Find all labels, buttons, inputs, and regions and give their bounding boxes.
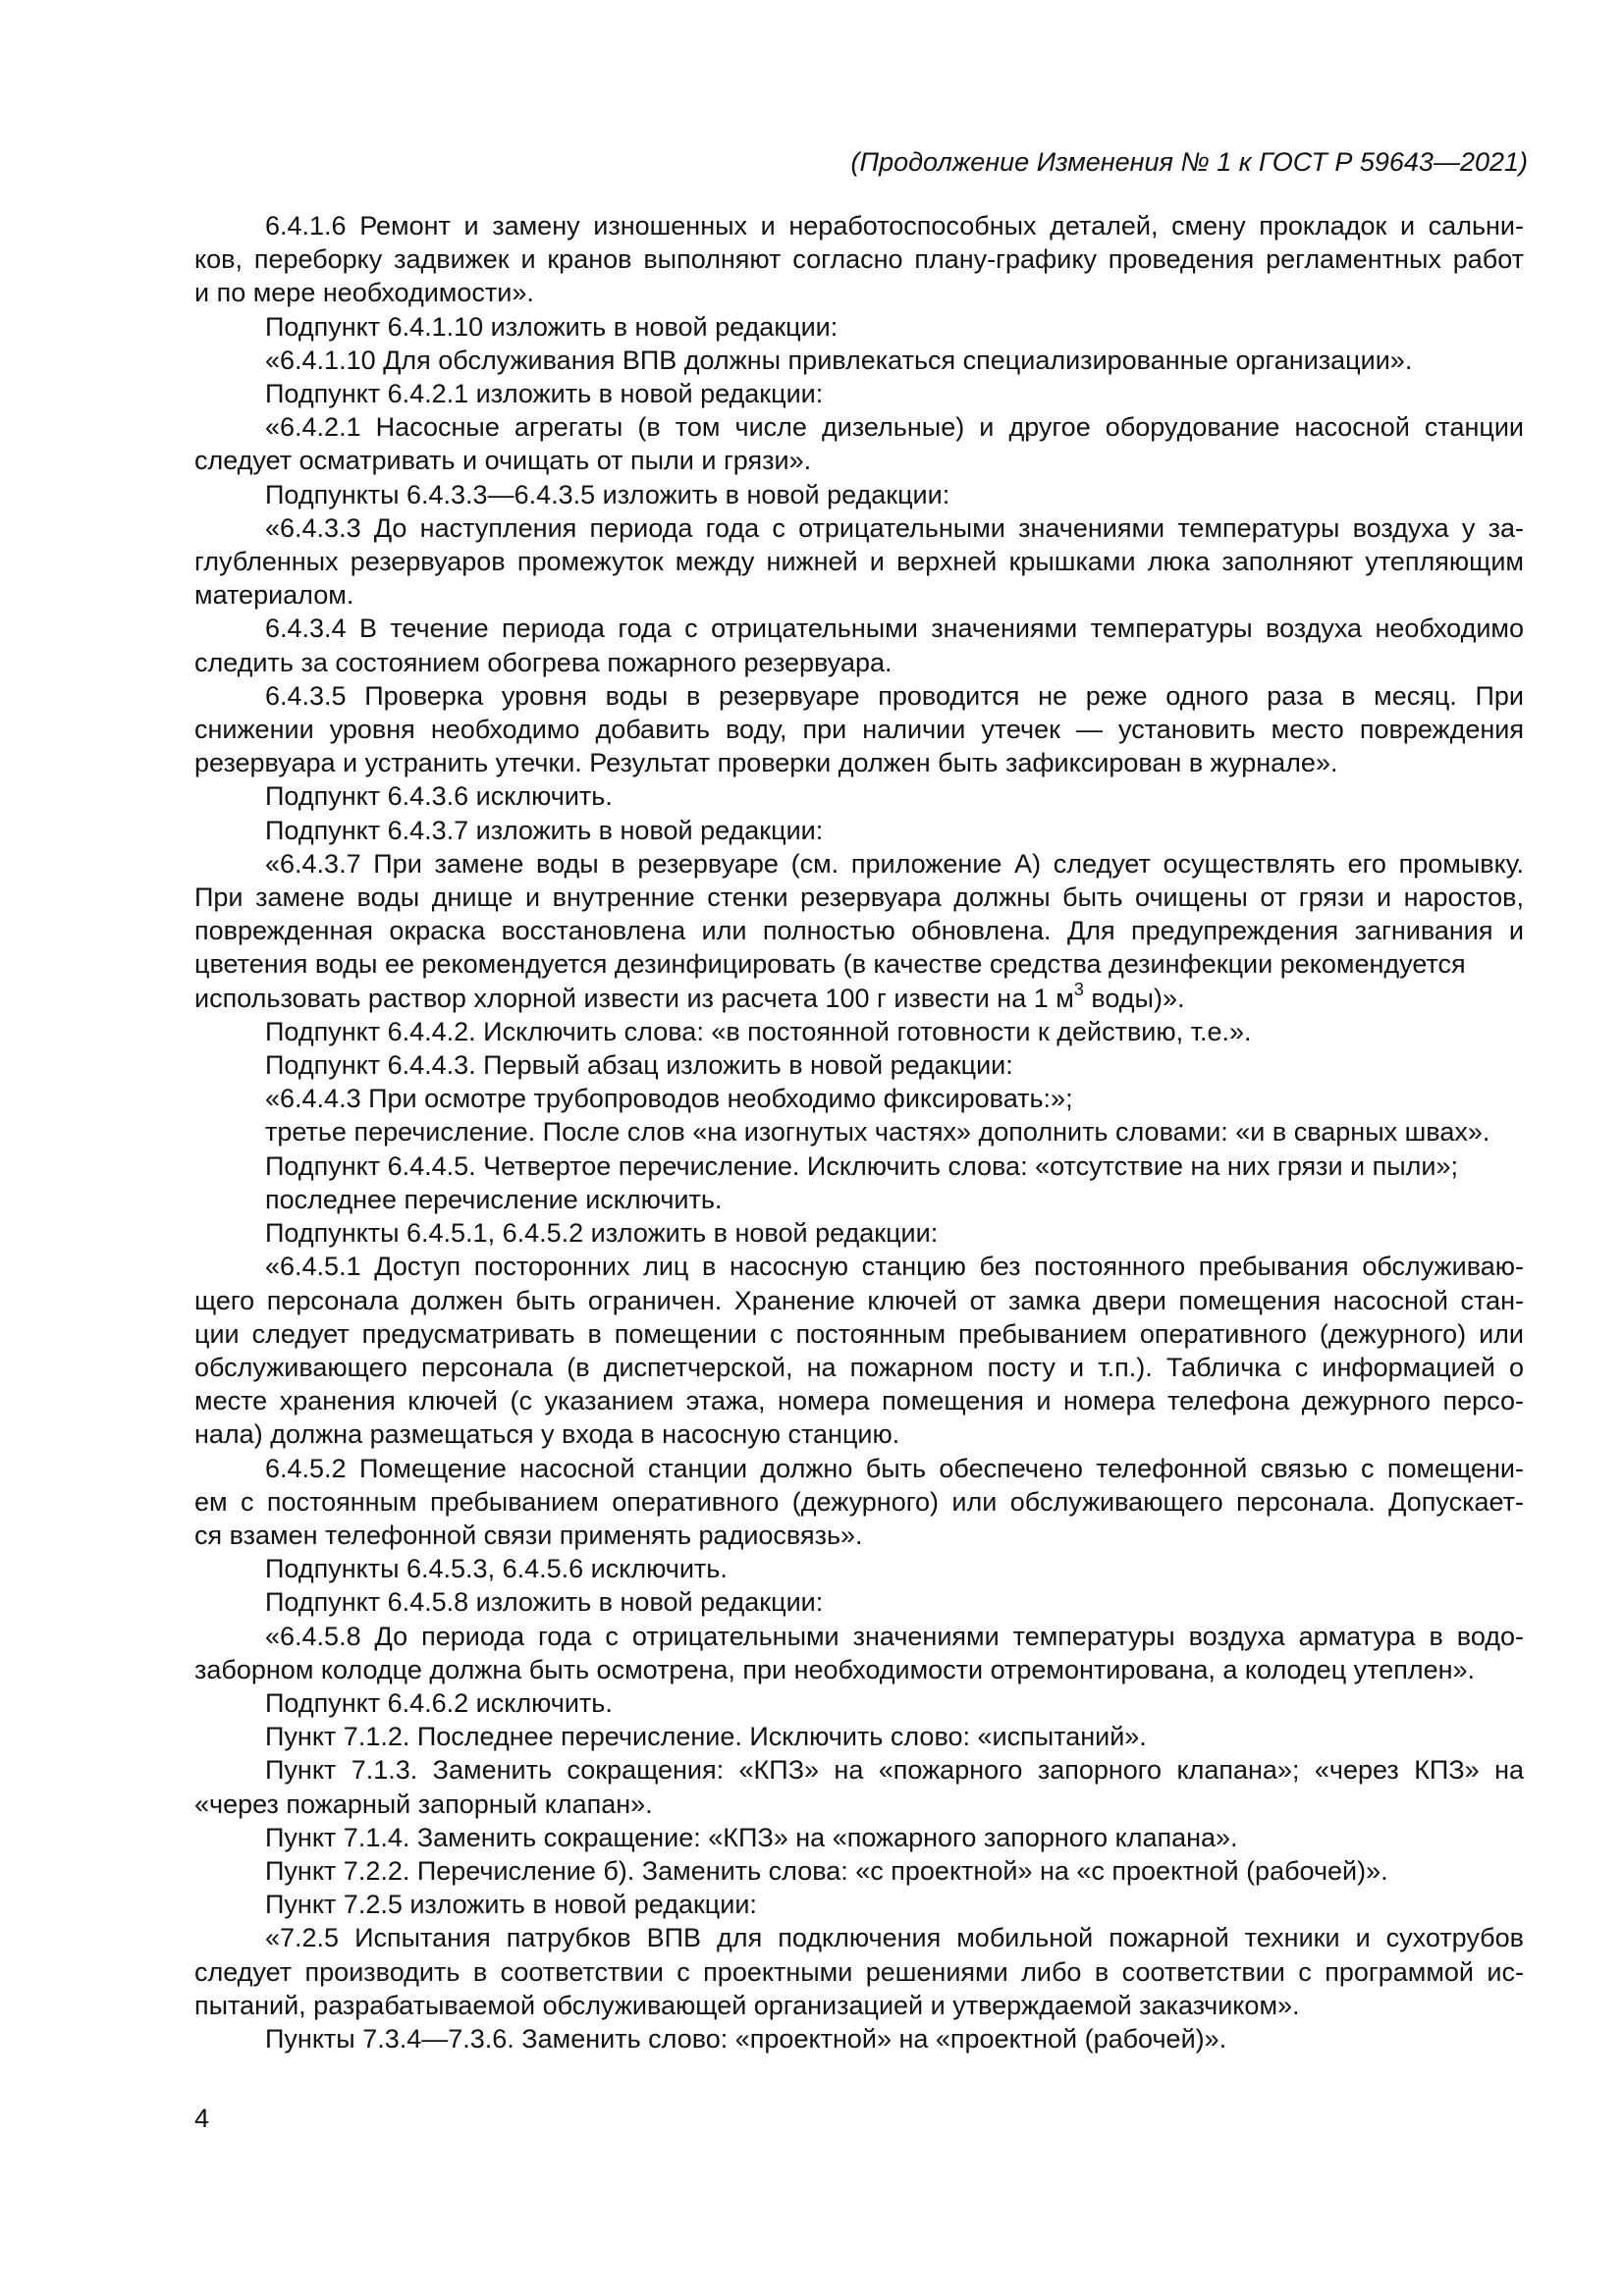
text-line: При замене воды днище и внутренние стенки резервуара должны быть очищены от грязи и наростов, — [194, 882, 1524, 913]
paragraph — [194, 1821, 1524, 1854]
paragraph — [194, 478, 1524, 511]
paragraph — [194, 1183, 1524, 1216]
paragraph — [194, 814, 1524, 847]
text-line: Подпункт 6.4.2.1 изложить в новой редакции: — [265, 379, 824, 409]
text-line-with-superscript — [194, 979, 1524, 1015]
paragraph — [194, 1015, 1524, 1048]
text-line: глубленных резервуаров промежуток между нижней и верхней крышками люка заполняют утепляющим — [194, 547, 1524, 577]
text-line: «6.4.5.8 До периода года с отрицательными значениями температуры воздуха арматура в водо- — [265, 1621, 1524, 1651]
text-line: «через пожарный запорный клапан». — [194, 1789, 653, 1819]
paragraph — [194, 1620, 1524, 1686]
text-line: Подпункты 6.4.5.3, 6.4.5.6 исключить. — [265, 1554, 728, 1584]
text-line: резервуара и устранить утечки. Результат проверки должен быть зафиксирован в журнале». — [194, 748, 1338, 778]
text-fragment: использовать раствор хлорной извести из расчета 100 г извести на 1 м — [194, 983, 1074, 1013]
text-line: «6.4.3.7 При замене воды в резервуаре (см. приложение А) следует осуществлять его промывку. — [265, 848, 1524, 879]
text-line: ем с постоянным пребыванием оперативного (дежурного) или обслуживающего персонала. Допускает- — [194, 1486, 1524, 1517]
paragraph — [194, 847, 1524, 1015]
paragraph — [194, 1854, 1524, 1888]
text-line: 6.4.3.4 В течение периода года с отрицательными значениями температуры воздуха необходимо — [265, 614, 1524, 644]
paragraph — [194, 1250, 1524, 1451]
text-line: ся взамен телефонной связи применять радиосвязь». — [194, 1520, 863, 1550]
paragraph — [194, 1753, 1524, 1820]
text-line: Пункт 7.2.2. Перечисление б). Заменить слова: «с проектной» на «с проектной (рабочей)». — [265, 1855, 1388, 1886]
document-body — [194, 209, 1524, 2056]
text-line: 6.4.5.2 Помещение насосной станции должно быть обеспечено телефонной связью с помещени- — [265, 1453, 1524, 1483]
paragraph — [194, 1149, 1524, 1183]
text-line: Пункт 7.2.5 изложить в новой редакции: — [265, 1890, 757, 1920]
paragraph — [194, 511, 1524, 613]
paragraph — [194, 209, 1524, 310]
text-line: заборном колодце должна быть осмотрена, при необходимости отремонтирована, а колодец утеплен». — [194, 1654, 1476, 1684]
text-line: «6.4.2.1 Насосные агрегаты (в том числе дизельные) и другое оборудование насосной станции — [265, 412, 1524, 443]
text-line: материалом. — [194, 580, 354, 611]
running-header: (Продолжение Изменения № 1 к ГОСТ Р 59643—2021) — [850, 147, 1528, 177]
text-line: Подпункт 6.4.4.3. Первый абзац изложить в новой редакции: — [265, 1050, 1013, 1081]
paragraph — [194, 612, 1524, 678]
text-line: следует производить в соответствии с проектными решениями либо в соответствии с программой ис- — [194, 1956, 1524, 1987]
text-line: снижении уровня необходимо добавить воду, при наличии утечек — установить место повреждения — [194, 715, 1524, 745]
text-line: нала) должна размещаться у входа в насосную станцию. — [194, 1419, 900, 1450]
text-line: Подпункты 6.4.3.3—6.4.3.5 изложить в новой редакции: — [265, 479, 950, 509]
paragraph — [194, 1720, 1524, 1753]
text-line: поврежденная окраска восстановлена или полностью обновлена. Для предупреждения загнивания и — [194, 916, 1524, 946]
text-line: «6.4.3.3 До наступления периода года с отрицательными значениями температуры воздуха у за- — [265, 512, 1524, 543]
paragraph — [194, 2022, 1524, 2056]
text-line: ков, переборку задвижек и кранов выполняют согласно плану-графику проведения регламентных работ — [194, 244, 1524, 275]
paragraph — [194, 344, 1524, 377]
text-line: Подпункт 6.4.4.5. Четвертое перечисление. Исключить слова: «отсутствие на них грязи и пыли»; — [265, 1150, 1458, 1181]
text-line: «7.2.5 Испытания патрубков ВПВ для подключения мобильной пожарной техники и сухотрубов — [265, 1923, 1524, 1953]
text-line: Подпункт 6.4.3.6 исключить. — [265, 781, 613, 812]
page-number: 4 — [194, 2104, 210, 2133]
paragraph — [194, 310, 1524, 344]
paragraph — [194, 1552, 1524, 1585]
text-line: Пункт 7.1.4. Заменить сокращение: «КПЗ» на «пожарного запорного клапана». — [265, 1822, 1238, 1852]
paragraph — [194, 1921, 1524, 2022]
text-line: Подпункт 6.4.1.10 изложить в новой редакции: — [265, 311, 839, 342]
text-line: последнее перечисление исключить. — [265, 1184, 723, 1214]
text-line: и по мере необходимости». — [194, 278, 534, 308]
text-line: следует осматривать и очищать от пыли и грязи». — [194, 446, 812, 476]
text-line: «6.4.4.3 При осмотре трубопроводов необходимо фиксировать:»; — [265, 1084, 1073, 1114]
text-line: обслуживающего персонала (в диспетчерской, на пожарном посту и т.п.). Табличка с информацией о — [194, 1352, 1524, 1382]
text-line: цветения воды ее рекомендуется дезинфицировать (в качестве средства дезинфекции рекомендуется — [194, 949, 1466, 980]
paragraph — [194, 377, 1524, 410]
text-line: 6.4.3.5 Проверка уровня воды в резервуаре проводится не реже одного раза в месяц. При — [265, 680, 1524, 711]
text-line: Пункты 7.3.4—7.3.6. Заменить слово: «проектной» на «проектной (рабочей)». — [265, 2023, 1227, 2054]
paragraph — [194, 410, 1524, 477]
paragraph — [194, 1115, 1524, 1148]
text-line: Пункт 7.1.3. Заменить сокращения: «КПЗ» на «пожарного запорного клапана»; «через КПЗ» на — [265, 1755, 1524, 1786]
text-line: следить за состоянием обогрева пожарного резервуара. — [194, 647, 893, 677]
text-line: Подпункт 6.4.6.2 исключить. — [265, 1687, 613, 1718]
text-line: «6.4.5.1 Доступ посторонних лиц в насосную станцию без постоянного пребывания обслуживаю- — [265, 1252, 1524, 1282]
text-line: ции следует предусматривать в помещении с постоянным пребыванием оперативного (дежурного) или — [194, 1318, 1524, 1349]
text-fragment: воды)». — [1083, 983, 1185, 1013]
text-line: месте хранения ключей (с указанием этажа, номера помещения и номера телефона дежурного персо- — [194, 1386, 1524, 1416]
paragraph — [194, 1048, 1524, 1082]
paragraph — [194, 1888, 1524, 1921]
text-line: Подпункты 6.4.5.1, 6.4.5.2 изложить в новой редакции: — [265, 1218, 939, 1249]
paragraph — [194, 1082, 1524, 1115]
text-line: щего персонала должен быть ограничен. Хранение ключей от замка двери помещения насосной стан- — [194, 1285, 1524, 1315]
text-line: Пункт 7.1.2. Последнее перечисление. Исключить слово: «испытаний». — [265, 1722, 1147, 1752]
text-line: Подпункт 6.4.4.2. Исключить слова: «в постоянной готовности к действию, т.е.». — [265, 1016, 1252, 1046]
paragraph — [194, 1585, 1524, 1619]
text-line: третье перечисление. После слов «на изогнутых частях» дополнить словами: «и в сварных швах». — [265, 1117, 1490, 1148]
superscript: 3 — [1073, 979, 1084, 999]
text-line: 6.4.1.6 Ремонт и замену изношенных и неработоспособных деталей, смену прокладок и сальни- — [265, 211, 1524, 240]
text-line: Подпункт 6.4.3.7 изложить в новой редакции: — [265, 815, 824, 845]
text-line: «6.4.1.10 Для обслуживания ВПВ должны привлекаться специализированные организации». — [265, 345, 1413, 375]
paragraph — [194, 1216, 1524, 1250]
text-line: Подпункт 6.4.5.8 изложить в новой редакции: — [265, 1587, 824, 1618]
paragraph — [194, 1452, 1524, 1553]
paragraph — [194, 679, 1524, 780]
paragraph — [194, 779, 1524, 813]
paragraph — [194, 1686, 1524, 1720]
text-line: пытаний, разрабатываемой обслуживающей организацией и утверждаемой заказчиком». — [194, 1990, 1300, 2020]
